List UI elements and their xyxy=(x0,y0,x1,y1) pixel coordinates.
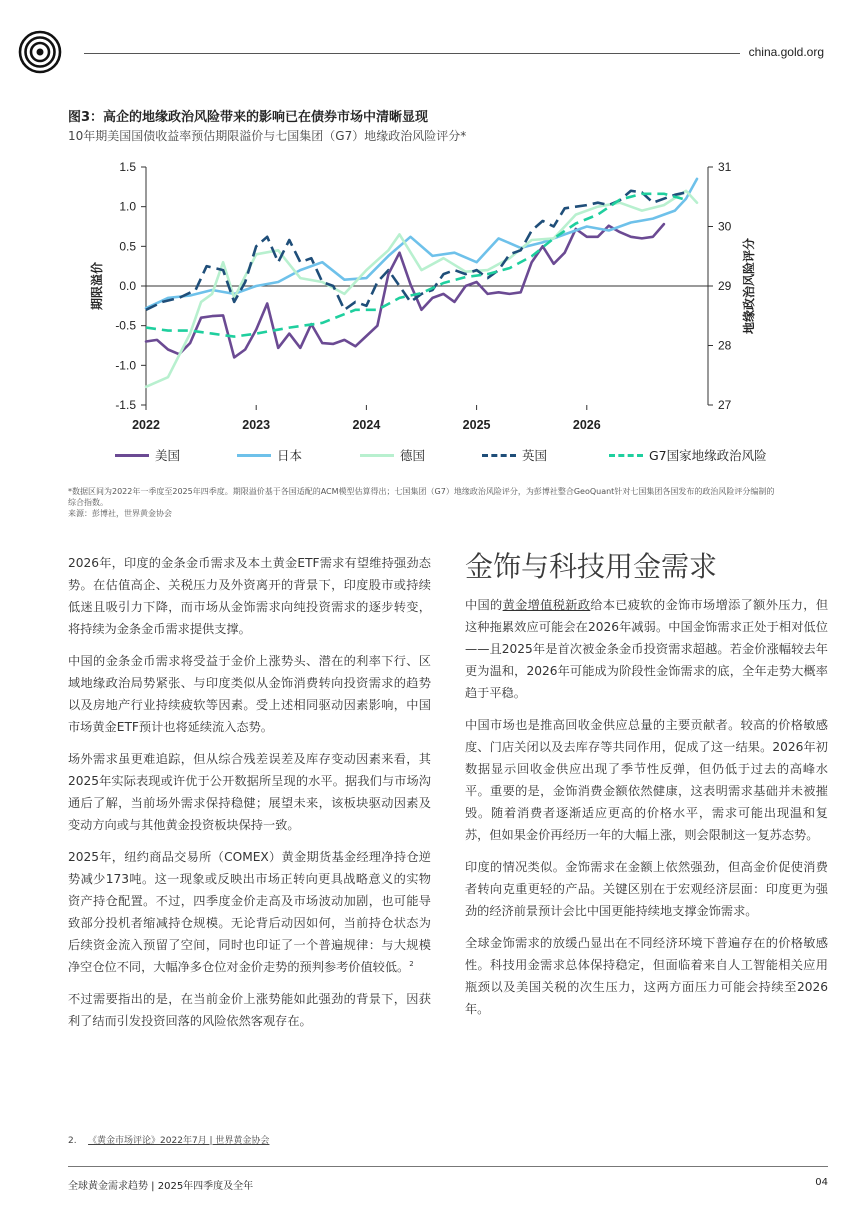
figure-subtitle: 10年期美国国债收益率预估期限溢价与七国集团（G7）地缘政治风险评分* xyxy=(68,129,467,143)
x-tick-label: 2023 xyxy=(242,418,271,432)
footer-publication-title: 全球黄金需求趋势 | 2025年四季度及全年 xyxy=(68,1181,254,1192)
y-right-tick-label: 30 xyxy=(718,219,732,234)
paragraph: 2026年，印度的金条金币需求及本土黄金ETF需求有望维持强劲态势。在估值高企、关税压力及外资离开的背景下，印度股市或持续低迷且吸引力下降，而市场从金饰需求向纯投资需求的逐步转变，将持续为金条金币需求提供支撑。 xyxy=(68,556,431,636)
paragraph xyxy=(68,846,431,978)
figure-title: 图3：高企的地缘政治风险带来的影响已在债券市场中清晰显现 xyxy=(68,110,429,125)
legend-label-germany: 德国 xyxy=(400,448,426,463)
x-tick-label: 2025 xyxy=(462,418,491,432)
page-footnote xyxy=(68,1133,269,1146)
legend-swatch-germany xyxy=(360,454,394,457)
legend-label-us: 美国 xyxy=(155,448,181,463)
footnote-reference-link[interactable]: 《黄金市场评论》2022年7月 | 世界黄金协会 xyxy=(88,1136,270,1146)
chart-legend xyxy=(115,446,795,464)
figure-source: 来源：彭博社，世界黄金协会 xyxy=(68,509,172,518)
y-left-tick-label: -0.5 xyxy=(115,318,136,333)
x-tick-label: 2026 xyxy=(572,418,601,432)
concentric-circles-icon xyxy=(18,30,62,74)
y-left-tick-label: 1.5 xyxy=(119,160,136,174)
figure-notes xyxy=(68,486,828,519)
paragraph: 印度的情况类似。金饰需求在金额上依然强劲，但高金价促使消费者转向克重更轻的产品。关键区别在于宏观经济层面：印度更为强劲的经济前景预计会比中国更能持续地支撑金饰需求。 xyxy=(465,860,828,918)
footnote-ref-link[interactable]: 2 xyxy=(409,959,414,968)
series-line-g7 xyxy=(146,194,686,337)
y-right-tick-label: 31 xyxy=(718,160,732,174)
legend-item-germany xyxy=(360,446,425,464)
legend-item-japan xyxy=(237,446,302,464)
body-right-column xyxy=(465,550,828,1030)
y-left-tick-label: 1.0 xyxy=(119,199,136,214)
x-tick-label: 2022 xyxy=(132,418,160,432)
vat-policy-link[interactable]: 黄金增值税新政 xyxy=(502,598,591,612)
legend-label-uk: 英国 xyxy=(522,448,548,463)
legend-label-g7: G7国家地缘政治风险 xyxy=(649,448,767,463)
footnote-number: 2. xyxy=(68,1136,77,1146)
x-tick-label: 2024 xyxy=(352,418,381,432)
legend-label-japan: 日本 xyxy=(277,448,303,463)
paragraph-text: 中国的 xyxy=(465,598,503,612)
y-right-tick-label: 27 xyxy=(718,398,732,412)
y-left-tick-label: -1.0 xyxy=(115,358,136,373)
paragraph: 不过需要指出的是，在当前金价上涨势能如此强劲的背景下，因获利了结而引发投资回落的风险依然客观存在。 xyxy=(68,992,431,1028)
legend-swatch-g7 xyxy=(609,454,643,457)
figure-footnote-line2: 综合指数。 xyxy=(68,498,108,507)
paragraph: 全球金饰需求的放缓凸显出在不同经济环境下普遍存在的价格敏感性。科技用金需求总体保持稳定，但面临着来自人工智能相关应用瓶颈以及美国关税的次生压力，这两方面压力可能会持续至2026年。 xyxy=(465,936,828,1016)
y-right-tick-label: 29 xyxy=(718,279,732,293)
body-left-column xyxy=(68,552,431,1042)
paragraph-text: 2025年，纽约商品交易所（COMEX）黄金期货基金经理净持仓逆势减少173吨。这一现象或反映出市场正转向更具战略意义的实物资产持仓配置。不过，四季度金价走高及市场波动加剧，也可能导致部分投机者缩减持仓规模。无论背后动因如何，当前持仓状态为后续资金流入预留了空间，同时也印证了一个普遍规律：与大规模净空仓位不同，大幅净多仓位对金价走势的预判参考价值较低。 xyxy=(68,850,431,974)
section-heading: 金饰与科技用金需求 xyxy=(465,550,718,583)
paragraph: 场外需求虽更难追踪，但从综合残差误差及库存变动因素来看，其2025年实际表现或许优于公开数据所呈现的水平。据我们与市场沟通后了解，当前场外需求保持稳健；展望未来，该板块驱动因素及变动方向或与其他黄金投资板块保持一致。 xyxy=(68,752,431,832)
term-premium-chart xyxy=(80,155,780,485)
legend-item-uk xyxy=(482,446,547,464)
legend-item-g7 xyxy=(609,446,767,464)
legend-item-us xyxy=(115,446,180,464)
paragraph-text: 给本已疲软的金饰市场增添了额外压力，但这种拖累效应可能会在2026年减弱。中国金饰需求正处于相对低位——且2025年是首次被金条金币投资需求超越。若金价涨幅较去年更为温和，2026年可能成为阶段性金饰需求的底，全年走势大概率趋于平稳。 xyxy=(465,598,829,700)
figure-footnote-line1: *数据区间为2022年一季度至2025年四季度。期限溢价基于各国适配的ACM模型估算得出；七国集团（G7）地缘政治风险评分，为彭博社整合GeoQuant针对七国集团各国发布的政治风险评分编制的 xyxy=(68,487,775,496)
y-left-axis-title: 期限溢价 xyxy=(90,261,104,311)
y-right-axis-title: 地缘政治风险评分 xyxy=(742,237,756,335)
y-right-tick-label: 28 xyxy=(718,338,732,353)
paragraph xyxy=(465,594,828,704)
world-gold-council-logo[interactable] xyxy=(18,30,62,74)
y-left-tick-label: 0.5 xyxy=(119,239,136,254)
legend-swatch-us xyxy=(115,454,149,457)
legend-swatch-uk xyxy=(482,454,516,457)
footer-divider xyxy=(68,1166,828,1167)
site-url-link[interactable]: china.gold.org xyxy=(748,45,824,59)
paragraph: 中国市场也是推高回收金供应总量的主要贡献者。较高的价格敏感度、门店关闭以及去库存等共同作用，促成了这一结果。2026年初数据显示回收金供应出现了季节性反弹，但仍低于过去的高峰水平。重要的是，金饰消费金额依然健康，这表明需求基础并未被摧毁。随着消费者逐渐适应更高的价格水平，需求可能出现温和复苏，但如果金价再经历一年的大幅上涨，则会限制这一复苏态势。 xyxy=(465,718,828,842)
legend-swatch-japan xyxy=(237,454,271,457)
page-number: 04 xyxy=(815,1177,828,1188)
header-divider xyxy=(84,53,740,54)
y-left-tick-label: 0.0 xyxy=(119,279,136,293)
y-left-tick-label: -1.5 xyxy=(115,398,136,412)
paragraph: 中国的金条金币需求将受益于金价上涨势头、潜在的利率下行、区域地缘政治局势紧张、与印度类似从金饰消费转向投资需求的趋势以及房地产行业持续疲软等因素。受上述相同驱动因素影响，中国市场黄金ETF预计也将延续流入态势。 xyxy=(68,654,431,734)
